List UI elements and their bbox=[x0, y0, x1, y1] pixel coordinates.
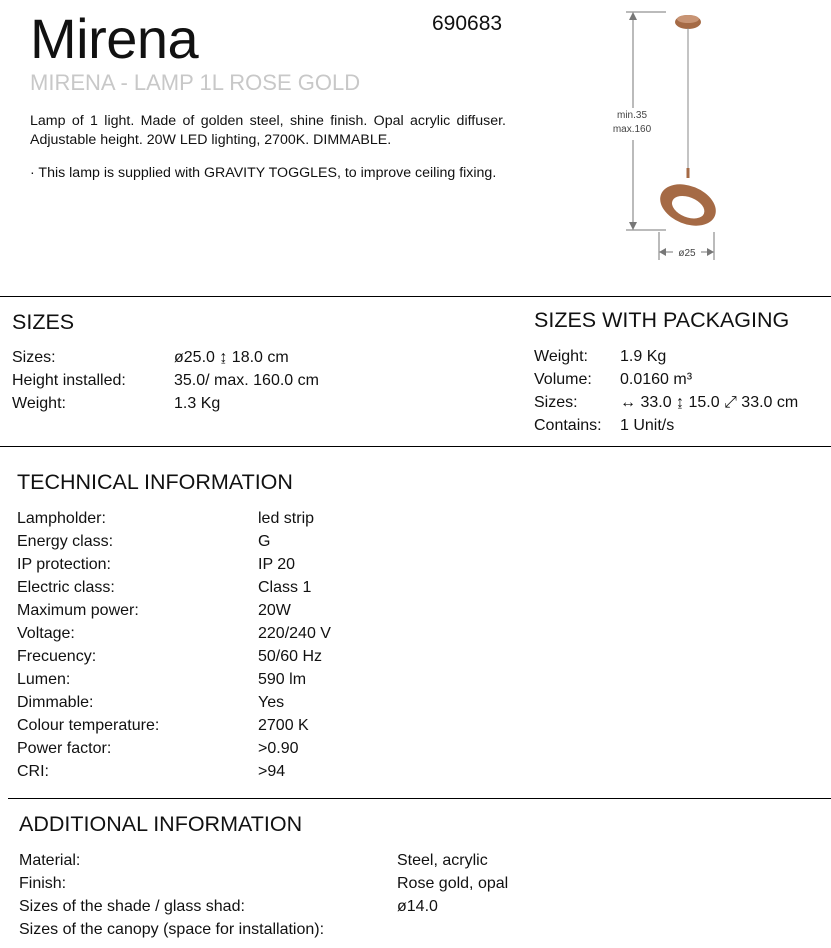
energy-class-value: G bbox=[258, 533, 271, 550]
electric-class-value: Class 1 bbox=[258, 579, 312, 596]
maximum-power-label: Maximum power: bbox=[17, 602, 139, 619]
canopy-size-label: Sizes of the canopy (space for installation): bbox=[19, 921, 325, 938]
material-label: Material: bbox=[19, 852, 81, 869]
energy-class-label: Energy class: bbox=[17, 533, 114, 550]
product-description: Lamp of 1 light. Made of golden steel, shine finish. Opal acrylic diffuser. Adjustable height. 20W LED lighting, 2700K. DIMMABLE. bbox=[30, 113, 506, 148]
cri-label: CRI: bbox=[17, 763, 49, 780]
divider-top bbox=[0, 296, 831, 297]
packaging-sizes-label: Sizes: bbox=[534, 394, 578, 411]
colour-temperature-label: Colour temperature: bbox=[17, 717, 160, 734]
weight-label: Weight: bbox=[12, 395, 66, 412]
cri-value: >94 bbox=[258, 763, 286, 780]
voltage-label: Voltage: bbox=[17, 625, 75, 642]
packaging-contains-label: Contains: bbox=[534, 417, 602, 434]
ring-shade bbox=[654, 177, 722, 234]
lumen-label: Lumen: bbox=[17, 671, 71, 688]
ip-protection-label: IP protection: bbox=[17, 556, 111, 573]
colour-temperature-value: 2700 K bbox=[258, 717, 309, 734]
frequency-value: 50/60 Hz bbox=[258, 648, 323, 665]
height-installed-value: 35.0/ max. 160.0 cm bbox=[174, 372, 319, 389]
packaging-contains-value: 1 Unit/s bbox=[620, 417, 675, 434]
technical-title: TECHNICAL INFORMATION bbox=[17, 470, 293, 494]
packaging-weight-value: 1.9 Kg bbox=[620, 348, 667, 365]
voltage-value: 220/240 V bbox=[258, 625, 331, 642]
frequency-label: Frecuency: bbox=[17, 648, 97, 665]
packaging-weight-label: Weight: bbox=[534, 348, 588, 365]
maximum-power-value: 20W bbox=[258, 602, 291, 619]
shade-size-label: Sizes of the shade / glass shad: bbox=[19, 898, 245, 915]
height-installed-label: Height installed: bbox=[12, 372, 126, 389]
product-reference: 690683 bbox=[432, 12, 503, 35]
product-note: · This lamp is supplied with GRAVITY TOGGLES, to improve ceiling fixing. bbox=[30, 165, 497, 181]
power-factor-value: >0.90 bbox=[258, 740, 299, 757]
ip-protection-value: IP 20 bbox=[258, 556, 296, 573]
material-value: Steel, acrylic bbox=[397, 852, 488, 869]
lamp-dimension-drawing bbox=[600, 4, 730, 274]
cable-connector bbox=[687, 168, 690, 178]
divider-middle bbox=[0, 446, 831, 447]
dimmable-value: Yes bbox=[258, 694, 285, 711]
diameter-label: ø25 bbox=[678, 248, 696, 259]
packaging-title: SIZES WITH PACKAGING bbox=[534, 308, 790, 332]
lumen-value: 590 lm bbox=[258, 671, 307, 688]
sizes-title: SIZES bbox=[12, 310, 75, 334]
product-subtitle: MIRENA - LAMP 1L ROSE GOLD bbox=[30, 70, 361, 95]
product-title: Mirena bbox=[30, 7, 199, 70]
power-factor-label: Power factor: bbox=[17, 740, 112, 757]
packaging-volume-value: 0.0160 m³ bbox=[620, 371, 693, 388]
sizes-label: Sizes: bbox=[12, 349, 56, 366]
height-label-max: max.160 bbox=[612, 124, 652, 135]
canopy-highlight bbox=[677, 15, 699, 23]
additional-title: ADDITIONAL INFORMATION bbox=[19, 812, 303, 836]
finish-value: Rose gold, opal bbox=[397, 875, 509, 892]
electric-class-label: Electric class: bbox=[17, 579, 115, 596]
divider-bottom bbox=[8, 798, 831, 799]
weight-value: 1.3 Kg bbox=[174, 395, 221, 412]
shade-size-value: ø14.0 bbox=[397, 898, 438, 915]
lampholder-label: Lampholder: bbox=[17, 510, 106, 527]
packaging-sizes-value: ↔ 33.0 ↨ 15.0 ⤢ 33.0 cm bbox=[620, 394, 799, 411]
lampholder-value: led strip bbox=[258, 510, 315, 527]
sizes-value: ø25.0 ↨ 18.0 cm bbox=[174, 349, 289, 366]
height-label-min: min.35 bbox=[616, 110, 648, 121]
dimmable-label: Dimmable: bbox=[17, 694, 94, 711]
packaging-volume-label: Volume: bbox=[534, 371, 592, 388]
finish-label: Finish: bbox=[19, 875, 67, 892]
